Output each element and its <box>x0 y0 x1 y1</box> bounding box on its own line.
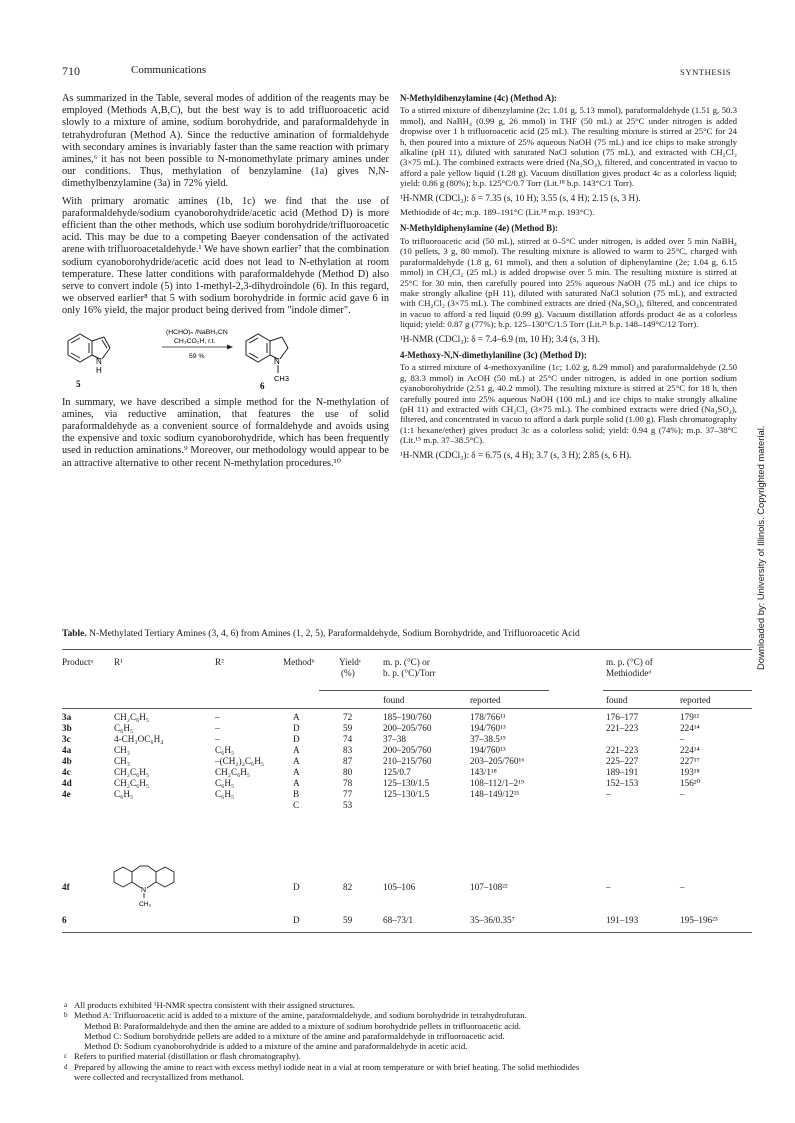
indole-h-atom: H <box>96 365 102 375</box>
journal-name: SYNTHESIS <box>680 67 732 77</box>
cell-mp-reported: 37–38.5¹⁵ <box>470 734 506 744</box>
table-top-rule <box>62 649 752 650</box>
footnote-mark: d <box>64 1062 68 1071</box>
cell-product: 4b <box>62 756 72 766</box>
col-header-yield-unit: (%) <box>341 668 355 678</box>
section-title: Communications <box>131 64 207 76</box>
col-header-method: Methodᵇ <box>283 657 315 667</box>
paragraph: With primary aromatic amines (1b, 1c) we find that the use of paraformaldehyde/sodium cyanoborohydride/acetic acid (Method D) is more efficient than the other methods, which use sodium borohydride/trifluoroacetic acid. This may be due to a competing Baeyer condensation of the activated arene with trifluoroacetaldehyde.¹ We have shown earlier⁷ that the combination sodium cyanoborohydride/acetic acid does not lead to N-ethylation at room temperature. These latter conditions with paraformaldehyde (Method D) also serve to convert indole (5) into 1-methyl-2,3-dihydroindole (6). In this regard, we observed earlier⁸ that 5 with sodium borohydride in formic acid gave 6 in only 16% yield, the major product being derived from "indole dimer". <box>62 195 389 317</box>
cell-product: 4c <box>62 767 71 777</box>
cell-methiodide-found: 176–177 <box>606 712 639 722</box>
cell-methiodide-reported: 156²⁰ <box>680 778 701 788</box>
download-watermark <box>755 230 771 670</box>
compound-6-label: 6 <box>260 380 265 391</box>
cell-mp-reported: 194/760¹³ <box>470 745 506 755</box>
cell-methiodide-reported: – <box>680 882 685 892</box>
cell-mp-reported: 35–36/0.35⁷ <box>470 915 515 925</box>
col-header-r1: R¹ <box>114 657 123 667</box>
cell-yield: 80 <box>343 767 353 777</box>
cell-mp-found: 125–130/1.5 <box>383 789 430 799</box>
left-column <box>62 93 389 475</box>
paragraph: In summary, we have described a simple method for the N-methylation of amines, via reductive amination, that features the use of solid paraformaldehyde as a convenient source of formaldehyde and avoids using the expensive and toxic sodium cyanoborohydride, which has been frequently used in reduction aminations.⁹ Moreover, our methodology would appear to be an attractive alternative to other recent N-methylation procedures.¹⁰ <box>62 396 389 469</box>
cell-r1: CH₃ <box>114 756 130 766</box>
footnote-b-line: Method B: Paraformaldehyde and then the amine are added to a mixture of sodium borohydride pellets in trifluoroacetic acid. <box>84 1020 521 1031</box>
footnote-mark: b <box>64 1011 68 1020</box>
mp-subheader-rule <box>319 690 549 691</box>
col-header-product: Productᵃ <box>62 657 94 667</box>
cell-r1: CH₂C₆H₅ <box>114 767 150 777</box>
procedure-heading: N-Methyldiphenylamine (4e) (Method B): <box>400 223 559 234</box>
footnote-d-continued: were collected and recrystallized from methanol. <box>74 1072 244 1083</box>
table-caption <box>62 629 752 639</box>
cell-methiodide-reported: 224¹⁴ <box>680 723 700 733</box>
cell-mp-reported: 148–149/12²¹ <box>470 789 520 799</box>
footnote-b-line: Method D: Sodium cyanoborohydride is added to a mixture of the amine and paraformaldehyde in acetic acid. <box>84 1041 468 1052</box>
table-label: Table. <box>62 629 87 639</box>
page-number: 710 <box>62 64 80 78</box>
cell-method: D <box>293 915 300 925</box>
nmr-data: ¹H-NMR (CDCl₃): δ = 7.4–6.9 (m, 10 H); 3.4 (s, 3 H). <box>400 333 600 344</box>
cell-yield: 87 <box>343 756 353 766</box>
cell-methiodide-found: – <box>606 789 611 799</box>
cell-method: A <box>293 767 300 777</box>
cell-r1: C₆H₅ <box>114 789 134 799</box>
footnote-b: Method A: Trifluoroacetic acid is added to a mixture of the amine, paraformaldehyde, and sodium borohydride in tetrahydrofuran. <box>74 1010 527 1021</box>
cell-methiodide-reported: 195–196²³ <box>680 915 718 925</box>
footnote-d: Prepared by allowing the amine to react with excess methyl iodide neat in a vial at room temperature or with brief heating. The solid methiodides <box>74 1061 580 1072</box>
table-caption-text: N-Methylated Tertiary Amines (3, 4, 6) from Amines (1, 2, 5), Paraformaldehyde, Sodium Borohydride, and Trifluoroacetic Acid <box>89 629 580 639</box>
download-note-text: Downloaded by: University of Illinois. Copyrighted material. <box>755 425 766 670</box>
cell-methiodide-found: – <box>606 882 611 892</box>
cell-mp-reported: 107–108²² <box>470 882 508 892</box>
table-header-rule <box>62 708 752 709</box>
subheader-found-methiodide: found <box>606 695 628 705</box>
cell-yield: 59 <box>343 723 353 733</box>
cell-method: D <box>293 882 300 892</box>
procedure-heading: N-Methyldibenzylamine (4c) (Method A): <box>400 93 558 103</box>
col-header-mp: m. p. (°C) or <box>383 657 430 667</box>
cell-methiodide-found: 189–191 <box>606 767 639 777</box>
cell-product: 4f <box>62 882 70 892</box>
cell-mp-found: 125–130/1.5 <box>383 778 430 788</box>
cell-methiodide-found: 225–227 <box>606 756 639 766</box>
col-header-methiodide2: Methiodideᵈ <box>606 668 652 678</box>
cell-methiodide-reported: 179¹² <box>680 712 700 722</box>
cell-r2: C₆H₅ <box>215 789 235 799</box>
col-header-r2: R² <box>215 657 224 667</box>
cell-r2: – <box>215 723 220 733</box>
mi-subheader-rule <box>603 690 752 691</box>
cell-product: 3a <box>62 712 72 722</box>
methiodide-data: Methiodide of 4c; m.p. 189–191°C (Lit.¹⁸ m.p. 193°C). <box>400 207 595 218</box>
cell-mp-found: 185–190/760 <box>383 712 432 722</box>
cell-mp-reported: 203–205/760¹⁶ <box>470 756 525 766</box>
cell-methiodide-found: 152–153 <box>606 778 639 788</box>
cell-methiodide-found: 221–223 <box>606 723 639 733</box>
cell-method: A <box>293 712 300 722</box>
cell-method: C <box>293 800 300 810</box>
4f-methyl-group: CH₃ <box>139 901 152 908</box>
cell-methiodide-reported: 227¹⁷ <box>680 756 700 766</box>
cell-mp-found: 200–205/760 <box>383 745 432 755</box>
cell-r1: CH₂C₆H₅ <box>114 778 150 788</box>
footnote-mark: a <box>64 1001 68 1009</box>
cell-r2: C₆H₅ <box>215 778 235 788</box>
cell-product: 6 <box>62 915 67 925</box>
methyl-group: CH3 <box>274 373 290 383</box>
cell-yield: 78 <box>343 778 353 788</box>
col-header-mp2: b. p. (°C)/Torr <box>383 668 436 678</box>
cell-mp-found: 37–38 <box>383 734 406 744</box>
cell-methiodide-found: 191–193 <box>606 915 639 925</box>
reagents-label: (HCHO)ₙ /NaBH₃CN <box>166 328 228 336</box>
right-column <box>400 93 737 464</box>
procedure-text: To trifluoroacetic acid (50 mL), stirred at 0–5°C under nitrogen, is added over 5 min NaBH₄ (10 pellets, 3 g, 80 mmol). The resulting mixture is allowed to warm to 25°C, charged with paraformaldehyde (1.8 g, 61 mmol), and then a solution of diphenylamine (2e; 1.04 g, 6.15 mmol) in CH₂Cl₂ (25 mL) is added dropwise over 5 min. The resulting mixture is stirred at 25°C for 30 min, then carefully poured into 25% aqueous NaOH (75 mL) and ice chips to make strongly alkaline (pH 11), diluted with saturated NaCl solution (75 mL), and extracted with CH₂Cl₂ (3×75 mL). The combined extracts are dried (Na₂SO₄), filtered, and concentrated in vacuo to afford a red liquid (0.99 g). Vacuum distillation affords product 4e as a colorless liquid; yield: 0.87 g (77%); b.p. 125–130°C/1.5 Torr (Lit.²¹ b.p. 148–149°C/12 Torr). <box>400 235 737 330</box>
cell-mp-found: 210–215/760 <box>383 756 432 766</box>
table-footnotes <box>62 1000 752 1082</box>
compound-5-label: 5 <box>76 378 81 389</box>
footnote-mark: c <box>64 1052 68 1061</box>
subheader-reported-methiodide: reported <box>680 695 711 705</box>
indole-structure <box>68 334 110 362</box>
cell-methiodide-reported: 224¹⁴ <box>680 745 700 755</box>
arrow-head <box>227 344 233 349</box>
cell-method: A <box>293 756 300 766</box>
reaction-scheme <box>62 323 389 391</box>
procedure-text: To a stirred mixture of 4-methoxyaniline (1c; 1.02 g, 8.29 mmol) and paraformaldehyde (2.50 g, 83.3 mmol) in AcOH (50 mL) at 25°C under nitrogen, is added in one portion sodium cyanoborohydride (2.51 g, 40.2 mmol). The resulting mixture is stirred at 25°C for 18 h, then carefully poured into 25% aqueous NaOH (100 mL) and ice chips to make strongly alkaline (pH 11) and extracted with CH₂Cl₂ (3×75 mL). The combined extracts were dried (Na₂SO₄), filtered, and concentrated in vacuo to afford a dark purple solid (1.00 g). Flash chromatography (1:1 hexane/ether) gives product 3c as a colorless solid; yield: 0.94 g (74%); m.p. 37–38°C (Lit.¹⁵ m.p. 37–38.5°C). <box>400 362 737 446</box>
footnote-a: All products exhibited ¹H-NMR spectra consistent with their assigned structures. <box>74 1000 356 1010</box>
cell-mp-reported: 178/766¹¹ <box>470 712 506 722</box>
cell-mp-found: 68–73/1 <box>383 915 414 925</box>
indole-n-atom: N <box>96 356 102 366</box>
cell-r1: CH₃ <box>114 745 130 755</box>
cell-method: B <box>293 789 300 799</box>
cell-yield: 77 <box>343 789 353 799</box>
cell-product: 4a <box>62 745 72 755</box>
cell-methiodide-reported: – <box>680 734 685 744</box>
cell-mp-reported: 143/1¹⁸ <box>470 767 497 777</box>
cell-yield: 74 <box>343 734 353 744</box>
cell-methiodide-reported: – <box>680 789 685 799</box>
cell-r2: – <box>215 734 220 744</box>
product-n-atom: N <box>274 356 280 366</box>
nmr-data: ¹H-NMR (CDCl₃): δ = 7.35 (s, 10 H); 3.55 (s, 4 H); 2.15 (s, 3 H). <box>400 192 641 203</box>
dihydroindole-structure <box>246 334 288 373</box>
procedure-text: To a stirred mixture of dibenzylamine (2c; 1.01 g, 5.13 mmol), paraformaldehyde (1.51 g, 50.3 mmol), and NaBH₄ (0.99 g, 26 mmol) in THF (50 mL) at 25°C under nitrogen is added dropwise over 1 h trifluoroacetic acid (25 mL). The resulting mixture is stirred at 25°C for 24 h, then poured into a mixture of 25% aqueous NaOH (75 mL) and ice chips to make strongly alkaline (pH 11), diluted with saturated NaCl solution (75 mL), and extracted with CH₂Cl₂ (3×75 mL). The combined extracts were dried (Na₂SO₄), filtered, and concentrated in vacuo to afford a pale yellow liquid (1.28 g). Vacuum distillation gives product 4c as a colorless liquid; yield: 0.86 g (80%); b.p. 125°C/0.7 Torr (Lit.¹⁸ b.p. 143°C/1 Torr). <box>400 105 737 189</box>
cell-r2: –(CH₂)₂C₆H₅ <box>215 756 265 766</box>
cell-yield: 72 <box>343 712 353 722</box>
cell-mp-found: 105–106 <box>383 882 416 892</box>
cell-product: 3c <box>62 734 71 744</box>
cell-method: D <box>293 734 300 744</box>
cell-mp-found: 200–205/760 <box>383 723 432 733</box>
cell-r2: CH₂C₆H₅ <box>215 767 251 777</box>
col-header-methiodide: m. p. (°C) of <box>606 657 653 667</box>
procedure-heading: 4-Methoxy-N,N-dimethylaniline (3c) (Method D): <box>400 349 587 360</box>
cell-r1: C₆H₅ <box>114 723 134 733</box>
cell-r2: C₆H₅ <box>215 745 235 755</box>
cell-mp-reported: 108–112/1–2¹⁹ <box>470 778 525 788</box>
cell-method: A <box>293 745 300 755</box>
cell-yield: 82 <box>343 882 353 892</box>
cell-r1: CH₂C₆H₅ <box>114 712 150 722</box>
cell-product: 4d <box>62 778 72 788</box>
cell-yield: 53 <box>343 800 353 810</box>
cell-yield: 59 <box>343 915 353 925</box>
yield-label: 59 % <box>189 352 205 360</box>
cell-mp-reported: 194/760¹³ <box>470 723 506 733</box>
cell-product: 3b <box>62 723 72 733</box>
cell-method: D <box>293 723 300 733</box>
cell-r1: 4-CH₃OC₆H₄ <box>114 734 164 744</box>
cell-methiodide-reported: 193¹⁸ <box>680 767 700 777</box>
solvent-label: CH₃CO₂H, r.t. <box>174 337 216 345</box>
cell-methiodide-found: 221–223 <box>606 745 639 755</box>
cell-method: A <box>293 778 300 788</box>
cell-yield: 83 <box>343 745 353 755</box>
4f-n-atom: N <box>141 887 147 894</box>
subheader-found: found <box>383 695 405 705</box>
col-header-yield: Yieldᶜ <box>339 657 362 667</box>
reaction-scheme-drawing <box>62 323 389 391</box>
footnote-b-line: Method C: Sodium borohydride pellets are added to a mixture of the amine and paraformaldehyde in trifluoroacetic acid. <box>84 1030 505 1041</box>
cell-product: 4e <box>62 789 71 799</box>
dibenzazepine-structure <box>110 860 190 908</box>
paragraph: As summarized in the Table, several modes of addition of the reagents may be employed (Methods A,B,C), but the best way is to add trifluoroacetic acid slowly to a mixture of amine, sodium borohydride, and paraformaldehyde in tetrahydrofuran (Method A). Since the reductive amination of formaldehyde with secondary amines is invariably faster than the same reaction with primary amines,⁶ it has not been possible to N-monomethylate primary amines under our conditions. Thus, methylation of benzylamine (1a) gives N,N-dimethylbenzylamine (3a) in 72% yield. <box>62 93 389 190</box>
nmr-data: ¹H-NMR (CDCl₃): δ = 6.75 (s, 4 H); 3.7 (s, 3 H); 2.85 (s, 6 H). <box>400 449 632 460</box>
footnote-c: Refers to purified material (distillation or flash chromatography). <box>74 1051 301 1062</box>
subheader-reported: reported <box>470 695 501 705</box>
cell-r2: – <box>215 712 220 722</box>
cell-mp-found: 125/0.7 <box>383 767 411 777</box>
table-bottom-rule <box>62 932 752 933</box>
